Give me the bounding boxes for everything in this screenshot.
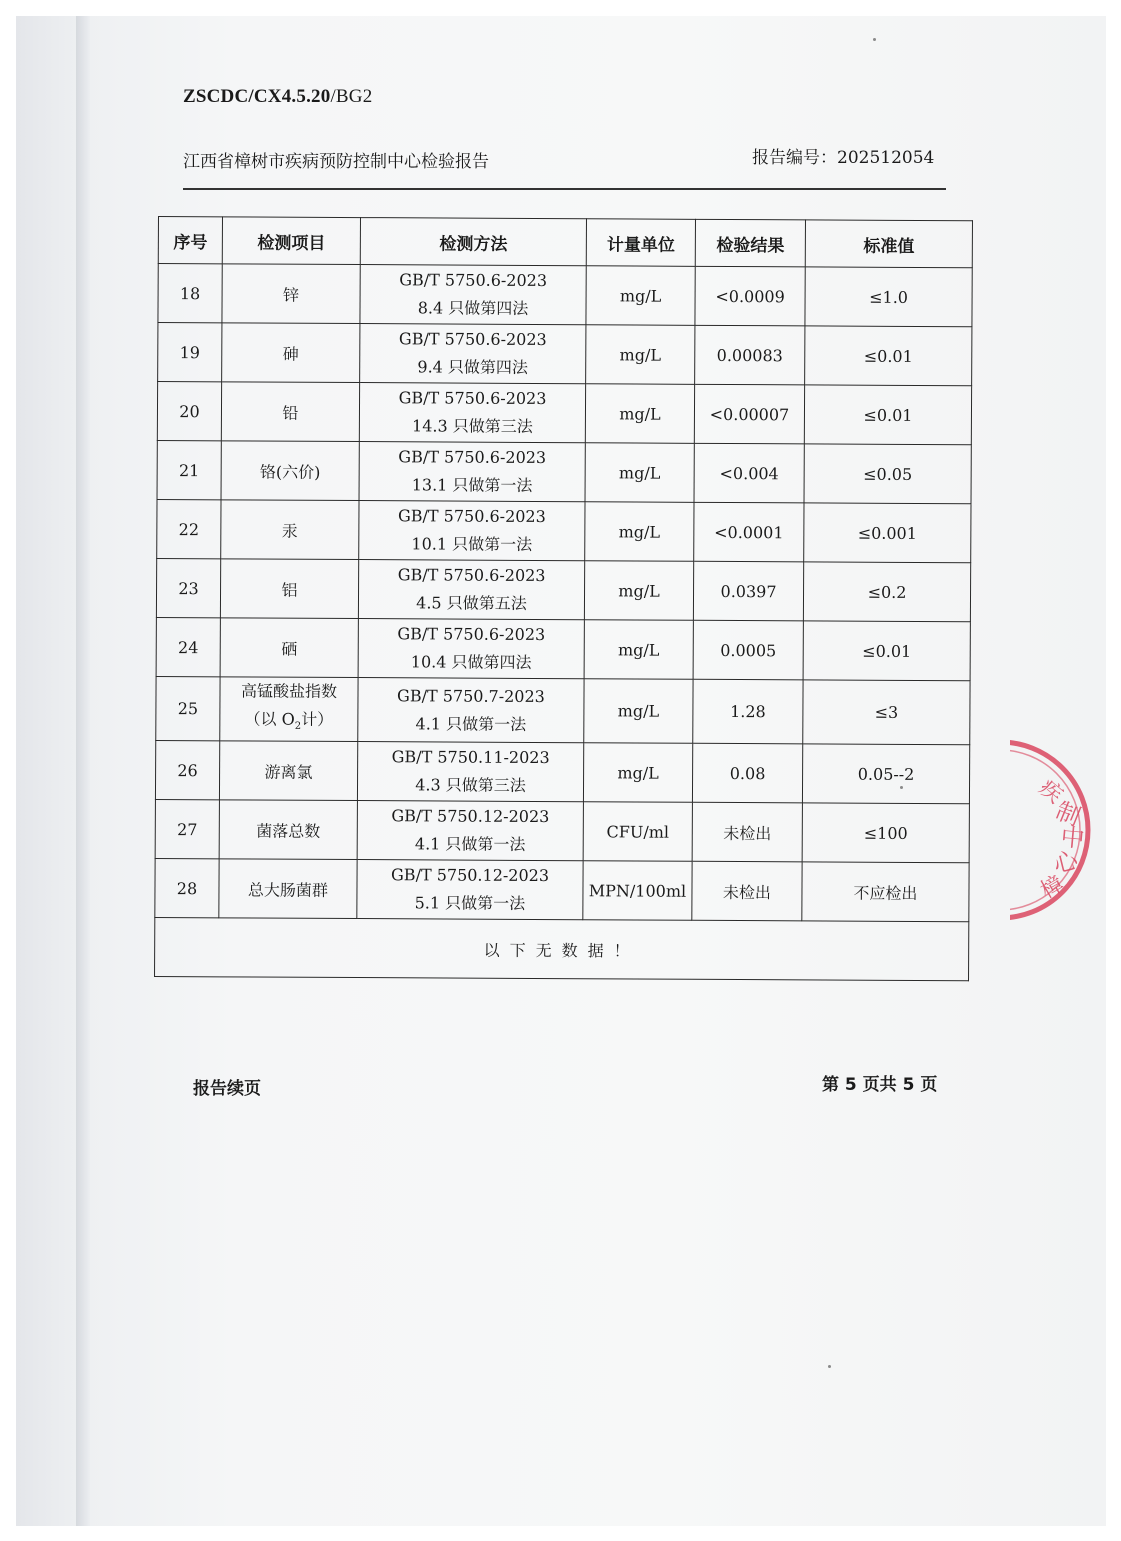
cell-method — [359, 442, 585, 502]
cell-result: 1.28 — [693, 679, 803, 744]
col-header-method: 检测方法 — [360, 218, 586, 266]
col-header-item: 检测项目 — [222, 217, 360, 265]
cell-result: 0.0005 — [693, 620, 803, 680]
report-number-label: 报告编号： — [752, 148, 837, 168]
cell-unit: mg/L — [586, 325, 695, 385]
method-clause: 4.5 只做第五法 — [416, 593, 527, 613]
cell-method — [358, 619, 584, 679]
table-row — [157, 440, 971, 503]
cell-unit: mg/L — [584, 561, 693, 621]
method-standard: GB/T 5750.6-2023 — [397, 624, 546, 645]
svg-text:中: 中 — [1059, 823, 1086, 854]
method-standard: GB/T 5750.6-2023 — [397, 506, 546, 527]
cell-seq: 28 — [155, 859, 219, 918]
method-standard: GB/T 5750.6-2023 — [398, 388, 547, 409]
cell-standard: ≤100 — [802, 803, 969, 863]
table-row — [156, 558, 970, 621]
item-note-sub: 2 — [294, 720, 302, 732]
method-standard: GB/T 5750.11-2023 — [391, 747, 550, 768]
col-header-unit: 计量单位 — [586, 219, 695, 267]
cell-item: 汞 — [221, 500, 359, 560]
cell-standard: 0.05--2 — [802, 744, 969, 804]
table-row — [158, 264, 972, 327]
method-standard: GB/T 5750.6-2023 — [397, 565, 546, 586]
cell-method — [359, 501, 585, 561]
cell-item: 铅 — [221, 382, 359, 442]
cell-standard: ≤0.01 — [804, 385, 971, 445]
cell-result: <0.0001 — [694, 502, 804, 562]
method-standard: GB/T 5750.6-2023 — [399, 270, 548, 291]
no-more-data-text: 以下无数据！ — [155, 918, 969, 981]
cell-unit: MPN/100ml — [583, 861, 692, 921]
organization-title: 江西省樟树市疾病预防控制中心检验报告 — [183, 152, 489, 172]
cell-standard: ≤0.001 — [804, 503, 971, 563]
method-clause: 4.3 只做第三法 — [415, 775, 526, 796]
cell-unit: mg/L — [585, 502, 694, 562]
cell-seq: 27 — [155, 800, 219, 859]
cell-standard: ≤0.2 — [803, 562, 970, 622]
cell-seq: 21 — [157, 440, 221, 499]
cell-unit: mg/L — [585, 384, 694, 444]
method-standard: GB/T 5750.6-2023 — [398, 447, 547, 468]
speck — [900, 786, 903, 789]
cell-result: <0.004 — [694, 443, 804, 503]
cell-seq: 24 — [156, 617, 220, 676]
method-clause: 5.1 只做第一法 — [414, 893, 526, 914]
footer-page-info: 第 5 页共 5 页 — [822, 1075, 938, 1095]
col-header-seq: 序号 — [158, 217, 222, 264]
header-divider — [183, 188, 946, 190]
table-row — [157, 499, 971, 562]
cell-seq: 23 — [156, 558, 220, 617]
method-standard: GB/T 5750.12-2023 — [391, 806, 550, 827]
cell-standard: ≤0.01 — [805, 326, 972, 386]
item-note-pre: （以 O — [244, 709, 295, 729]
method-standard: GB/T 5750.7-2023 — [397, 685, 545, 706]
cell-result: 未检出 — [692, 802, 802, 862]
cell-method — [357, 860, 583, 920]
method-clause: 13.1 只做第一法 — [411, 475, 533, 495]
method-clause: 8.4 只做第四法 — [417, 298, 529, 318]
method-clause: 10.4 只做第四法 — [410, 652, 532, 672]
results-table — [154, 216, 973, 981]
cell-item: 游离氯 — [219, 741, 357, 801]
cell-seq: 26 — [155, 741, 219, 800]
cell-result: 0.0397 — [693, 561, 803, 621]
table-row — [155, 859, 969, 922]
table-row — [155, 800, 969, 863]
svg-text:心: 心 — [1050, 845, 1081, 879]
cell-seq: 19 — [158, 323, 222, 382]
method-clause: 4.1 只做第一法 — [414, 834, 526, 855]
item-note — [220, 705, 357, 741]
speck — [873, 38, 876, 41]
cell-method — [358, 678, 584, 743]
cell-method — [358, 560, 584, 620]
cell-result: 0.00083 — [695, 325, 805, 385]
cell-item: 铝 — [220, 559, 358, 619]
item-name: 高锰酸盐指数 — [240, 681, 338, 701]
footer-continuation: 报告续页 — [193, 1079, 261, 1099]
form-code — [183, 86, 372, 108]
cell-standard: ≤3 — [803, 680, 970, 745]
form-code-main: ZSCDC/CX4.5.20 — [183, 86, 331, 107]
cell-standard: ≤1.0 — [805, 267, 972, 327]
method-clause: 10.1 只做第一法 — [411, 534, 533, 554]
item-note-post: 计） — [301, 709, 334, 729]
col-header-standard: 标准值 — [805, 220, 972, 268]
col-header-result: 检验结果 — [695, 219, 805, 267]
method-standard: GB/T 5750.12-2023 — [391, 865, 550, 886]
cell-item: 菌落总数 — [219, 800, 357, 860]
report-number — [752, 143, 934, 168]
table-row — [155, 741, 969, 804]
cell-item: 锌 — [222, 264, 360, 324]
cell-result: 0.08 — [692, 743, 802, 803]
cell-result: <0.0009 — [695, 266, 805, 326]
method-clause: 14.3 只做第三法 — [411, 416, 533, 436]
cell-method — [360, 265, 586, 325]
cell-result: <0.00007 — [694, 384, 804, 444]
seal-graphic — [1010, 735, 1100, 925]
cell-seq: 25 — [156, 676, 220, 741]
cell-item: 铬(六价) — [221, 441, 359, 501]
cell-standard: 不应检出 — [802, 862, 969, 922]
cell-seq: 22 — [157, 499, 221, 558]
cell-unit: mg/L — [586, 266, 695, 326]
cell-standard: ≤0.05 — [804, 444, 971, 504]
cell-unit: CFU/ml — [583, 802, 692, 862]
no-more-data-row — [155, 918, 969, 981]
page-fold-shadow — [76, 16, 90, 1526]
cell-unit: mg/L — [583, 743, 692, 803]
report-number-value: 202512054 — [837, 148, 935, 168]
svg-text:制: 制 — [1051, 796, 1085, 832]
table-row — [156, 617, 970, 680]
cell-item: 砷 — [222, 323, 360, 383]
cell-unit: mg/L — [584, 620, 693, 680]
speck — [828, 1365, 831, 1368]
svg-text:樟: 樟 — [1036, 871, 1069, 905]
red-seal-stamp — [1010, 735, 1100, 925]
cell-method — [360, 324, 586, 384]
cell-method — [359, 383, 585, 443]
cell-seq: 18 — [158, 264, 222, 323]
table-row — [158, 323, 972, 386]
method-clause: 9.4 只做第四法 — [417, 357, 529, 377]
cell-item: 总大肠菌群 — [219, 859, 357, 919]
cell-item — [220, 677, 358, 742]
form-code-suffix: /BG2 — [330, 86, 373, 107]
cell-result: 未检出 — [692, 861, 802, 921]
cell-method — [357, 742, 583, 802]
table-row — [156, 676, 970, 744]
cell-unit: mg/L — [585, 443, 694, 503]
method-standard: GB/T 5750.6-2023 — [398, 329, 547, 350]
cell-method — [357, 801, 583, 861]
cell-standard: ≤0.01 — [803, 621, 970, 681]
svg-text:疾: 疾 — [1034, 775, 1068, 809]
method-clause: 4.1 只做第一法 — [415, 713, 527, 734]
cell-unit: mg/L — [584, 679, 693, 744]
cell-seq: 20 — [157, 382, 221, 441]
table-header-row — [158, 217, 972, 268]
cell-item: 硒 — [220, 618, 358, 678]
table-row — [157, 382, 971, 445]
